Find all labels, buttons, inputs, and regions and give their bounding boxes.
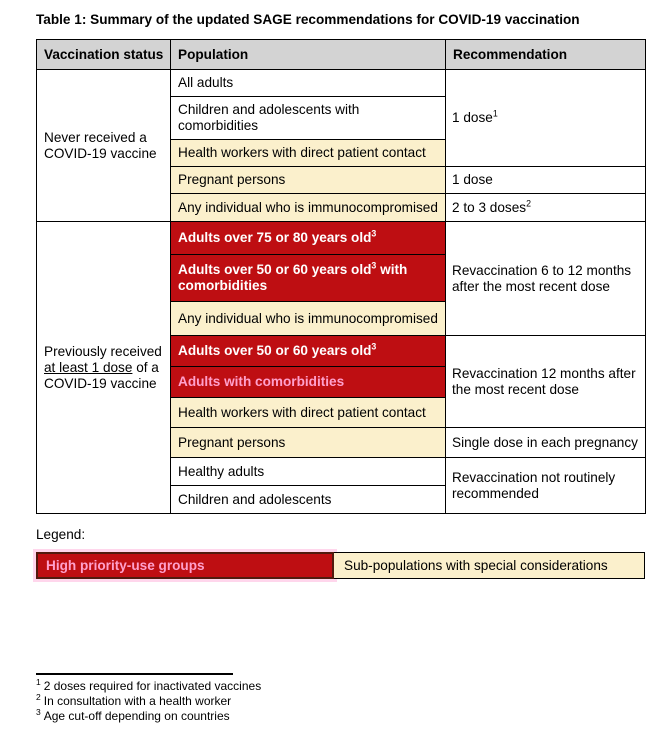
recommendation-cell-1-dose-sup1: 1 dose$^1$ [446,70,646,167]
underlined-text: at least 1 dose [44,359,133,375]
legend-special-considerations-box: Sub-populations with special considerations [334,552,645,579]
population-cell-all-adults: All adults [171,70,446,97]
recommendation-cell-not-routinely-recommended: Revaccination not routinely recommended [446,458,646,514]
footnotes [36,679,672,724]
population-cell-adults-over-50-60: Adults over 50 or 60 years old$^3$ [171,336,446,367]
legend-label: Legend: [36,527,86,542]
table-title: Table 1: Summary of the updated SAGE recommendations for COVID-19 vaccination [36,12,580,27]
population-cell-health-workers-1: Health workers with direct patient contact [171,140,446,167]
legend-high-priority-box: High priority-use groups [36,552,334,579]
status-cell-previously-received: Previously received at least 1 dose of a COVID-19 vaccine [37,222,171,514]
population-cell-adults-with-comorbidities-highlighted: Adults with comorbidities [171,367,446,398]
table-row [37,70,646,97]
recommendation-cell-single-dose-pregnancy: Single dose in each pregnancy [446,428,646,458]
footnote-1: $^1$ 2 doses required for inactivated vaccines [36,677,262,693]
population-cell-children-comorbidities: Children and adolescents with comorbidities [171,97,446,140]
footnote-separator [36,673,233,675]
header-cell-vaccination-status: Vaccination status [37,40,171,70]
footnote-3: $^3$ Age cut-off depending on countries [36,707,230,723]
recommendation-cell-revaccination-6-12-months: Revaccination 6 to 12 months after the most recent dose [446,222,646,336]
population-cell-adults-50-60-comorbidities: Adults over 50 or 60 years old$^3$ with comorbidities [171,255,446,302]
population-cell-immunocompromised-1: Any individual who is immunocompromised [171,194,446,222]
population-cell-immunocompromised-2: Any individual who is immunocompromised [171,302,446,336]
table-row [37,222,646,255]
sage-recommendations-table [36,39,646,514]
recommendation-cell-revaccination-12-months: Revaccination 12 months after the most recent dose [446,336,646,428]
status-cell-never-received [37,70,171,222]
population-cell-adults-over-75-80: Adults over 75 or 80 years old$^3$ [171,222,446,255]
status-never-text: Never received a COVID-19 vaccine [44,129,157,161]
recommendation-cell-2-to-3-doses: 2 to 3 doses$^2$ [446,194,646,222]
footnote-2: $^2$ In consultation with a health worker [36,692,232,708]
table-header-row [37,40,646,70]
population-cell-children-adolescents: Children and adolescents [171,486,446,514]
population-cell-healthy-adults: Healthy adults [171,458,446,486]
header-cell-population: Population [171,40,446,70]
header-cell-recommendation: Recommendation [446,40,646,70]
population-cell-health-workers-2: Health workers with direct patient contact [171,398,446,428]
population-cell-pregnant-2: Pregnant persons [171,428,446,458]
legend [36,552,645,579]
recommendation-cell-1-dose: 1 dose [446,167,646,194]
population-cell-pregnant-1: Pregnant persons [171,167,446,194]
